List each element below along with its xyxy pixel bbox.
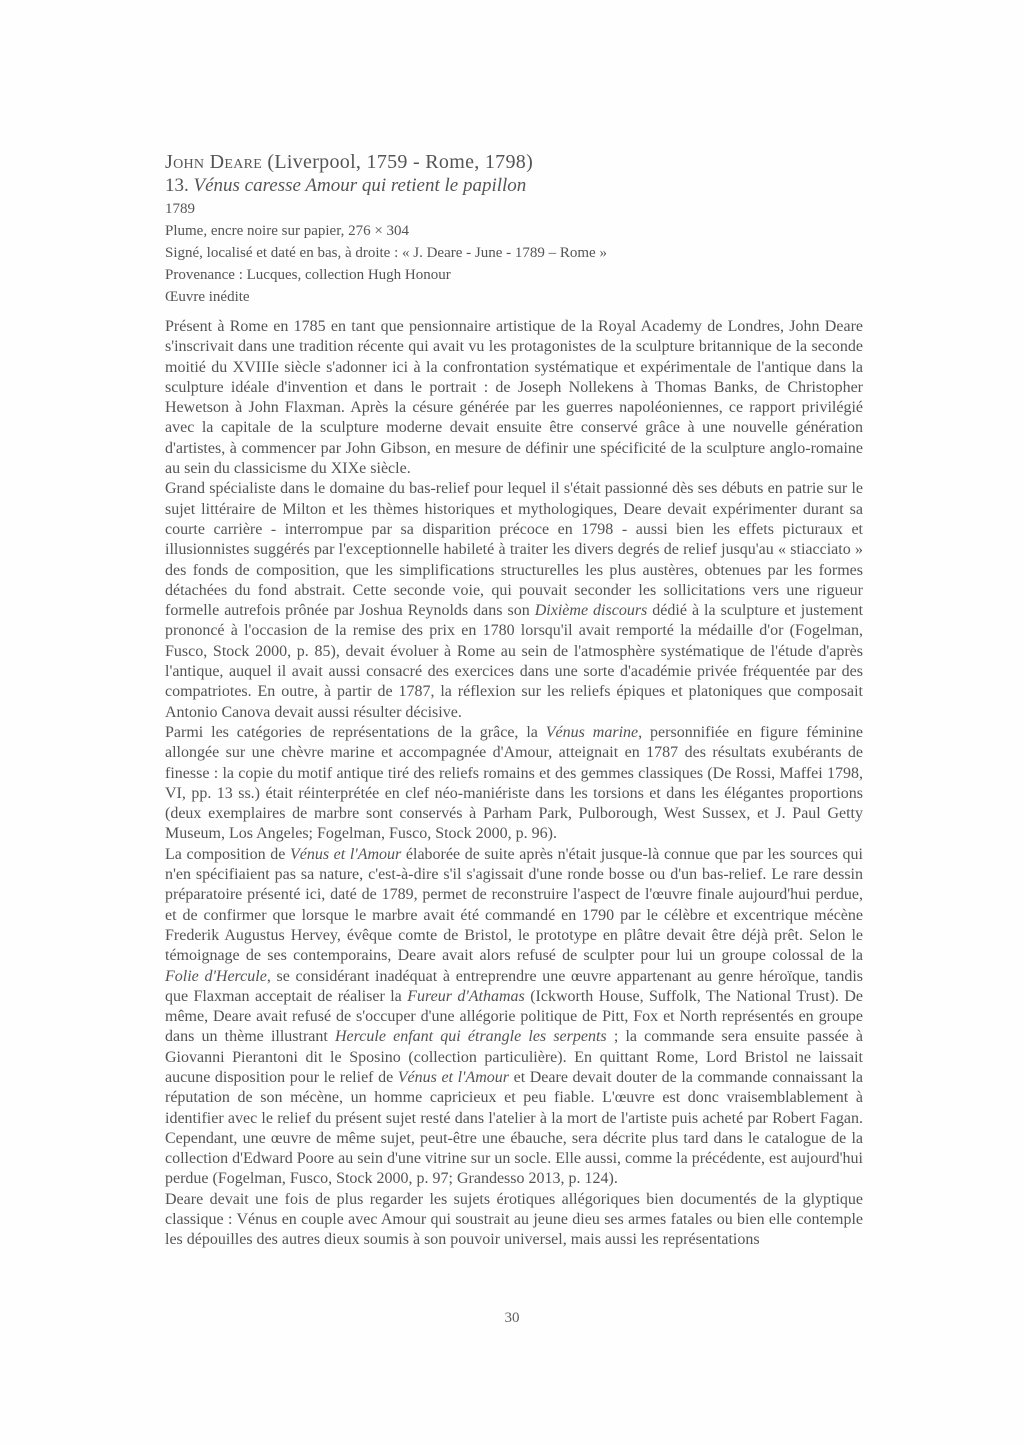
work-year: 1789: [165, 201, 195, 217]
artist-dates: (Liverpool, 1759 - Rome, 1798): [262, 151, 534, 173]
paragraph-3: [165, 723, 863, 845]
work-provenance: Provenance : Lucques, collection Hugh Honour: [165, 267, 451, 283]
artist-heading: [165, 150, 863, 174]
text-run: dédié à la sculpture et justement prononcé à l'occasion de la remise des prix en 1780 lorsqu'il avait remporté la médaille d'or (Fogelman, Fusco, Stock 2000, p. 85), devait évoluer à Rome au sein de l'atmosphère systématique de l'étude d'après l'antique, auquel il avait aussi consacré des exercices dans une sorte d'académie privée fréquentée par des compatriotes. En outre, à partir de 1787, la réflexion sur les reliefs épiques et platoniques que composait Antonio Canova devait aussi résulter décisive.: [165, 602, 864, 721]
italic-text-run: Vénus et l'Amour: [289, 845, 402, 863]
italic-text-run: Dixième discours: [534, 602, 648, 620]
text-run: Présent à Rome en 1785 en tant que pensionnaire artistique de la Royal Academy de Londres, John Deare s'inscrivait dans une tradition récente qui avait vu les protagonistes de la sculpture britannique de la seconde moitié du XVIIIe siècle s'adonner ici à la confrontation systématique et expérimentale de l'antique dans la sculpture idéale d'invention et dans le portrait : de Joseph Nollekens à Thomas Banks, de Christopher Hewetson à John Flaxman. Après la césure générée par les guerres napoléoniennes, ce rapport privilégié avec la capitale de la sculpture moderne devait ensuite être conservé grâce à une nouvelle génération d'artistes, à commencer par John Gibson, en mesure de définir une spécificité de la sculpture anglo-romaine au sein du classicisme du XIXe siècle.: [165, 318, 863, 478]
italic-text-run: Folie d'Hercule: [165, 967, 267, 985]
paragraph-4: [165, 845, 863, 1190]
page-number: 30: [504, 1310, 520, 1326]
work-status: Œuvre inédite: [165, 289, 250, 305]
text-run: Grand spécialiste dans le domaine du bas-relief pour lequel il s'était passionné dès ses débuts en patrie sur le sujet littéraire de Milton et les thèmes historiques et mythologiques, Deare devait expérimenter durant sa courte carrière - interrompue par sa disparition précoce en 1798 - aussi bien les effets picturaux et illusionnistes suggérés par l'exceptionnelle habileté à traiter les divers degrés de relief jusqu'au « stiacciato » des fonds de composition, que les simplifications structurelles les plus austères, obtenues par les formes détachées du fond abstrait. Cette seconde voie, qui pouvait seconder les sollicitations vers une rigueur formelle autrefois prônée par Joshua Reynolds dans son: [165, 480, 863, 620]
paragraph-2: [165, 479, 863, 723]
text-run: élaborée de suite après n'était jusque-là connue que par les sources qui n'en spécifiaient pas sa nature, c'est-à-dire s'il s'agissait d'une ronde bosse ou d'un bas-relief. Le rare dessin préparatoire présenté ici, daté de 1789, permet de reconstruire l'aspect de l'œuvre finale aujourd'hui perdue, et de confirmer que lorsque le marbre avait été commandé en 1790 par le célèbre et excentrique mécène Frederik Augustus Hervey, évêque comte de Bristol, le prototype en plâtre devait être déjà prêt. Selon le témoignage de ses contemporains, Deare avait alors refusé de sculpter pour lui un groupe colossal de la: [165, 845, 864, 965]
work-signature: Signé, localisé et daté en bas, à droite : « J. Deare - June - 1789 – Rome »: [165, 245, 607, 261]
work-title: Vénus caresse Amour qui retient le papillon: [193, 175, 527, 196]
paragraph-1: [165, 317, 863, 479]
work-title-line: [165, 174, 863, 198]
paragraph-5: [165, 1190, 863, 1251]
text-run: Parmi les catégories de représentations de la grâce, la: [165, 723, 546, 741]
text-run: La composition de: [165, 845, 290, 863]
catalog-entry-body: [165, 317, 863, 1251]
text-run: , se considérant inadéquat à entreprendre une œuvre appartenant au genre héroïque, tandis que Flaxman acceptait de réaliser la: [165, 967, 864, 1005]
artist-name: John Deare: [165, 151, 263, 173]
text-run: Deare devait une fois de plus regarder les sujets érotiques allégoriques bien documentés de la glyptique classique : Vénus en couple avec Amour qui soustrait au jeune dieu ses armes fatales ou bien elle contemple les dépouilles des autres dieux soumis à son pouvoir universel, mais aussi les représentations: [165, 1190, 863, 1249]
catalog-number: 13.: [165, 175, 194, 196]
italic-text-run: Vénus et l'Amour: [397, 1068, 510, 1086]
text-run: , personnifiée en figure féminine allongée sur une chèvre marine et accompagnée d'Amour, atteignait en 1787 des résultats exubérants de finesse : la copie du motif antique tiré des reliefs romains et des gemmes classiques (De Rossi, Maffei 1798, VI, pp. 13 ss.) était réinterprétée en clef néo-maniériste dans les torsions et dans les élégantes proportions (deux exemplaires de marbre sont conservés à Parham Park, Pulborough, West Sussex, et J. Paul Getty Museum, Los Angeles; Fogelman, Fusco, Stock 2000, p. 96).: [165, 723, 863, 843]
italic-text-run: Hercule enfant qui étrangle les serpents: [335, 1028, 607, 1046]
work-medium: Plume, encre noire sur papier, 276 × 304: [165, 223, 410, 239]
italic-text-run: Fureur d'Athamas: [407, 987, 525, 1005]
text-run: (Ickworth House, Suffolk, The National Trust). De même, Deare avait refusé de s'occuper d'une allégorie politique de Pitt, Fox et North représentés en groupe dans un thème illustrant: [165, 987, 863, 1046]
text-run: et Deare devait douter de la commande connaissant la réputation de son mécène, un homme capricieux et peu fiable. L'œuvre est donc vraisemblablement à identifier avec le relief du présent sujet resté dans l'atelier à la mort de l'artiste puis acheté par Robert Fagan. Cependant, une œuvre de même sujet, peut-être une ébauche, sera décrite plus tard dans le catalogue de la collection d'Edward Poore au sein d'une vitrine sur un socle. Elle aussi, comme la précédente, est aujourd'hui perdue (Fogelman, Fusco, Stock 2000, p. 97; Grandesso 2013, p. 124).: [165, 1068, 864, 1188]
text-run: ; la commande sera ensuite passée à Giovanni Pierantoni dit le Sposino (collection particulière). En quittant Rome, Lord Bristol ne laissait aucune disposition pour le relief de: [165, 1028, 864, 1086]
italic-text-run: Vénus marine: [545, 723, 639, 741]
text-block: [165, 150, 863, 1251]
